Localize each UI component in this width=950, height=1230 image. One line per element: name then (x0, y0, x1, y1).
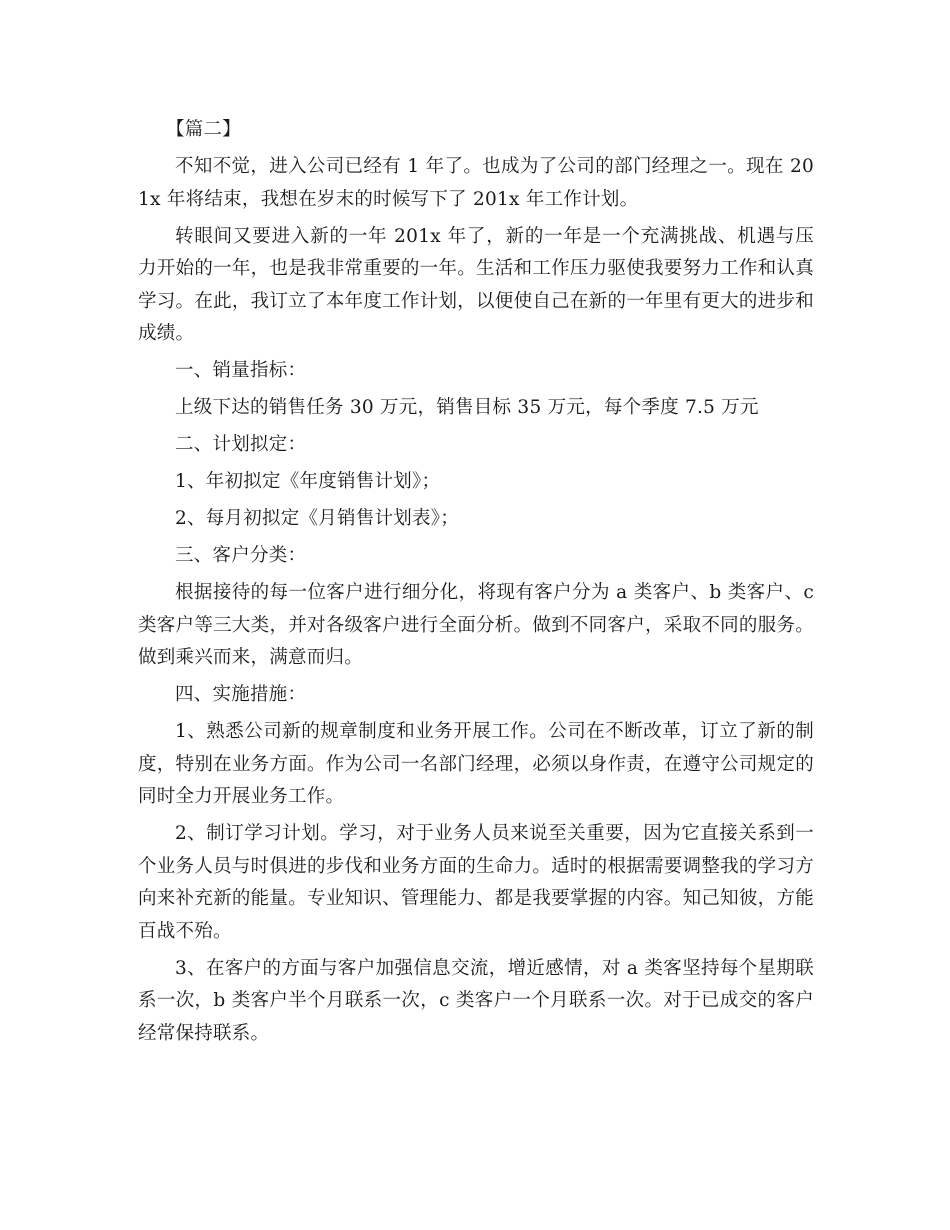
paragraph-measure-2: 2、制订学习计划。学习，对于业务人员来说至关重要，因为它直接关系到一个业务人员与时俱进的步伐和业务方面的生命力。适时的根据需要调整我的学习方向来补充新的能量。专业知识、管理能力、都是我要掌握的内容。知己知彼，方能百战不殆。 (138, 823, 814, 942)
paragraph-intro: 不知不觉，进入公司已经有 1 年了。也成为了公司的部门经理之一。现在 201x 年将结束，我想在岁末的时候写下了 201x 年工作计划。 (138, 156, 814, 210)
paragraph-measure-3: 3、在客户的方面与客户加强信息交流，增近感情，对 a 类客坚持每个星期联系一次，b 类客户半个月联系一次，c 类客户一个月联系一次。对于已成交的客户经常保持联系。 (138, 957, 814, 1044)
heading-customer-classes: 三、客户分类： (175, 545, 307, 566)
heading-plan: 二、计划拟定： (175, 434, 307, 455)
paragraph-new-year: 转眼间又要进入新的一年 201x 年了，新的一年是一个充满挑战、机遇与压力开始的一年，也是我非常重要的一年。生活和工作压力驱使我要努力工作和认真学习。在此，我订立了本年度工作计划，以便使自己在新的一年里有更大的进步和成绩。 (138, 225, 814, 344)
section-title: 【篇二】 (166, 119, 242, 140)
heading-sales-target: 一、销量指标： (175, 360, 307, 381)
paragraph-measure-1: 1、熟悉公司新的规章制度和业务开展工作。公司在不断改革，订立了新的制度，特别在业务方面。作为公司一名部门经理，必须以身作责，在遵守公司规定的同时全力开展业务工作。 (138, 721, 814, 807)
document-body (138, 114, 814, 1055)
paragraph-plan-2: 2、每月初拟定《月销售计划表》； (175, 508, 460, 529)
paragraph-plan-1: 1、年初拟定《年度销售计划》； (175, 471, 441, 492)
paragraph-sales-target: 上级下达的销售任务 30 万元，销售目标 35 万元，每个季度 7.5 万元 (175, 397, 759, 418)
heading-measures: 四、实施措施： (175, 684, 307, 705)
paragraph-customer-classes: 根据接待的每一位客户进行细分化，将现有客户分为 a 类客户、b 类客户、c 类客户等三大类，并对各级客户进行全面分析。做到不同客户，采取不同的服务。做到乘兴而来，满意而归。 (138, 582, 814, 668)
